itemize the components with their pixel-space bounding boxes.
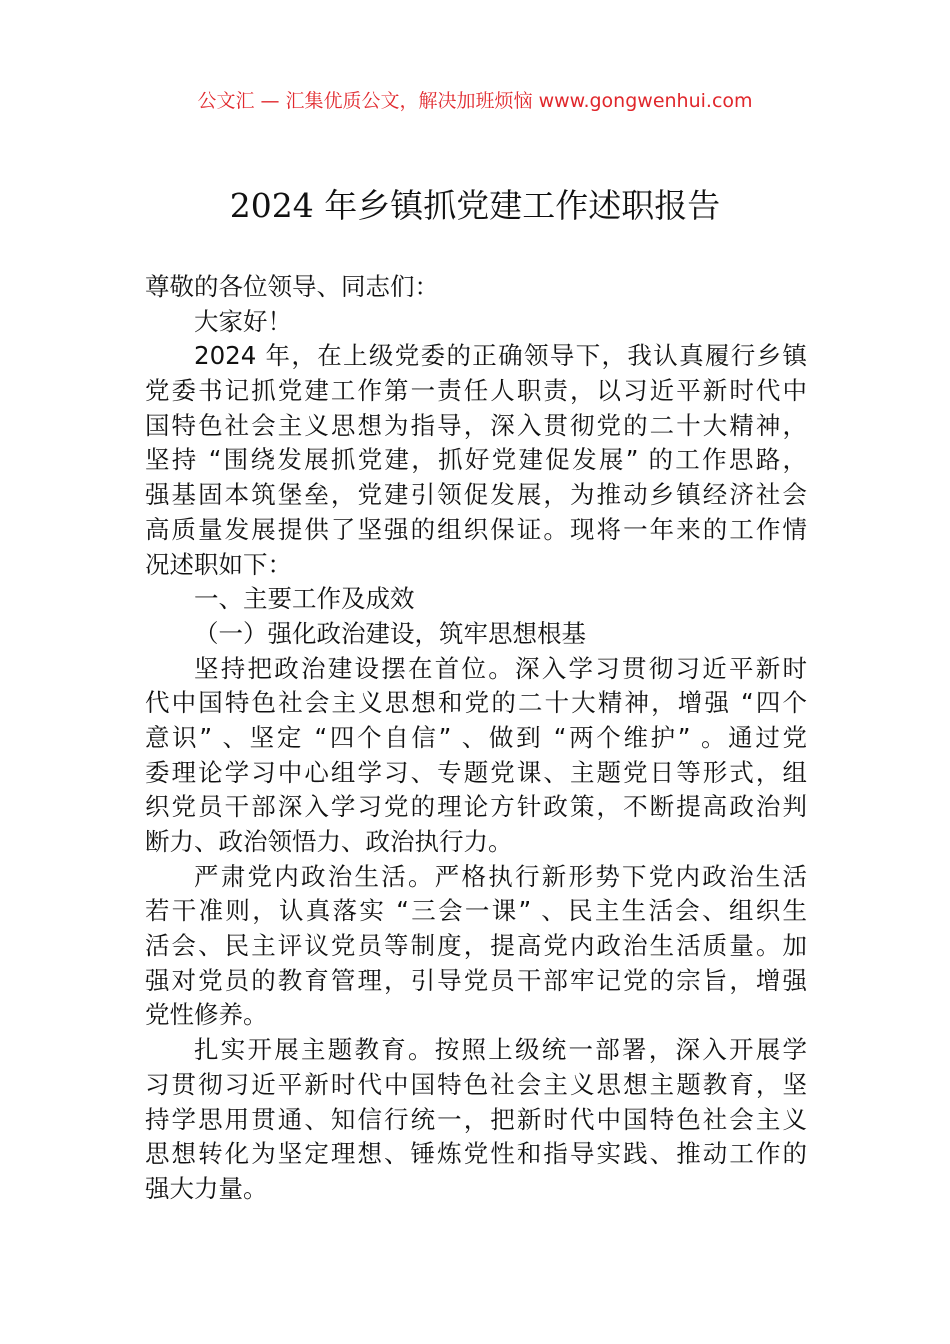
text-line: 2024 年，在上级党委的正确领导下，我认真履行乡镇 — [194, 341, 807, 371]
text-line: 思想转化为坚定理想、锤炼党性和指导实践、推动工作的 — [145, 1139, 807, 1169]
text-line: 习贯彻习近平新时代中国特色社会主义思想主题教育，坚 — [145, 1069, 807, 1099]
site-banner: 公文汇 — 汇集优质公文，解决加班烦恼 www.gongwenhui.com — [197, 90, 753, 112]
text-line: 大家好！ — [194, 306, 292, 336]
text-line: 断力、政治领悟力、政治执行力。 — [145, 827, 513, 856]
document-body — [145, 270, 807, 1207]
text-line: 一、主要工作及成效 — [194, 584, 415, 614]
text-line: 坚持把政治建设摆在首位。深入学习贯彻习近平新时 — [194, 653, 807, 683]
text-line: 扎实开展主题教育。按照上级统一部署，深入开展学 — [194, 1035, 807, 1065]
paragraph — [145, 582, 807, 617]
text-line: 委理论学习中心组学习、专题党课、主题党日等形式，组 — [145, 757, 807, 787]
paragraph — [145, 860, 807, 1033]
document-title: 2024 年乡镇抓党建工作述职报告 — [229, 186, 721, 225]
paragraph — [145, 339, 807, 582]
text-line: 代中国特色社会主义思想和党的二十大精神，增强 “四个 — [145, 688, 807, 718]
text-line: 高质量发展提供了坚强的组织保证。现将一年来的工作情 — [145, 514, 807, 544]
text-line: 坚持 “围绕发展抓党建，抓好党建促发展” 的工作思路， — [145, 445, 807, 475]
text-line: 强基固本筑堡垒，党建引领促发展，为推动乡镇经济社会 — [145, 480, 807, 510]
text-line: 尊敬的各位领导、同志们： — [145, 272, 439, 301]
text-line: 活会、民主评议党员等制度，提高党内政治生活质量。加 — [145, 931, 807, 961]
text-line: 况述职如下： — [145, 549, 292, 579]
paragraph — [145, 270, 807, 305]
text-line: 若干准则，认真落实 “三会一课” 、民主生活会、组织生 — [145, 896, 807, 926]
text-line: 持学思用贯通、知信行统一，把新时代中国特色社会主义 — [145, 1104, 807, 1134]
text-line: 强对党员的教育管理，引导党员干部牢记党的宗旨，增强 — [145, 965, 807, 995]
text-line: 党性修养。 — [145, 1000, 268, 1030]
paragraph — [145, 1033, 807, 1206]
text-line: 意识” 、坚定 “四个自信” 、做到 “两个维护” 。通过党 — [145, 722, 807, 752]
text-line: （一）强化政治建设，筑牢思想根基 — [194, 618, 586, 648]
paragraph — [145, 305, 807, 340]
paragraph — [145, 652, 807, 860]
text-line: 国特色社会主义思想为指导，深入贯彻党的二十大精神， — [145, 410, 807, 440]
text-line: 党委书记抓党建工作第一责任人职责，以习近平新时代中 — [145, 376, 807, 406]
paragraph — [145, 617, 807, 652]
text-line: 织党员干部深入学习党的理论方针政策，不断提高政治判 — [145, 792, 807, 822]
text-line: 强大力量。 — [145, 1173, 268, 1203]
text-line: 严肃党内政治生活。严格执行新形势下党内政治生活 — [194, 861, 807, 891]
